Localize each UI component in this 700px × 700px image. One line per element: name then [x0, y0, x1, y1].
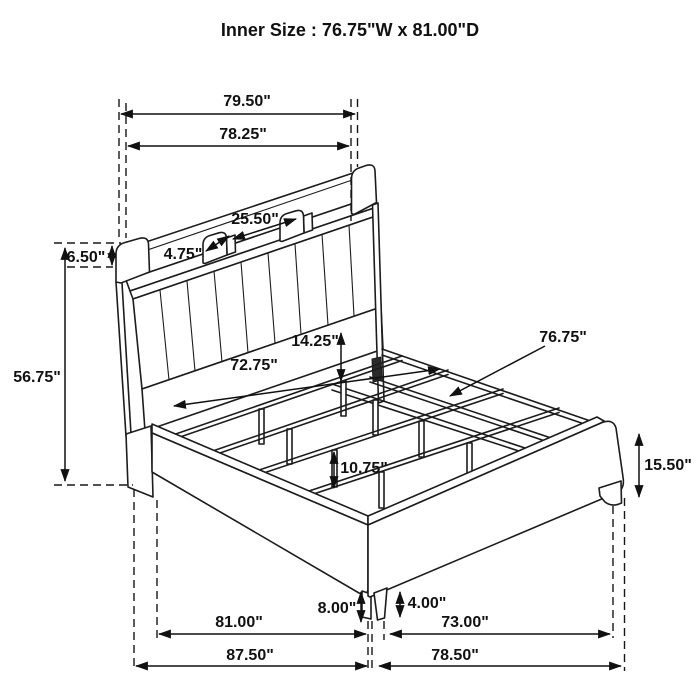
label-rail-drop: 14.25": [291, 333, 339, 350]
headboard-left-leg: [126, 426, 153, 497]
label-rail-clearance: 8.00": [317, 600, 357, 617]
label-divider-depth: 4.75": [163, 246, 203, 263]
label-footboard-outer: 78.50": [431, 647, 479, 664]
label-inner-width: 76.75": [539, 329, 587, 346]
footboard-front-face: [368, 421, 623, 597]
center-support-rails: [332, 377, 560, 456]
diagram-title: Inner Size : 76.75"W x 81.00"D: [220, 20, 480, 40]
label-headboard-rail-width: 72.75": [230, 357, 278, 374]
label-compartment-width: 25.50": [231, 211, 279, 228]
label-footboard-inner: 73.00": [441, 614, 489, 631]
label-inner-depth: 81.00": [215, 614, 263, 631]
footboard-near-foot: [374, 588, 387, 620]
label-shelf-height: 6.50": [66, 249, 106, 266]
label-overall-depth: 87.50": [226, 647, 274, 664]
label-slat-leg-height: 10.75": [340, 460, 388, 477]
label-top-outer: 79.50": [223, 93, 271, 110]
far-side-rail: [382, 349, 602, 425]
label-headboard-height: 56.75": [13, 369, 61, 386]
label-footboard-clearance: 4.00": [407, 595, 447, 612]
label-top-inner: 78.25": [219, 126, 267, 143]
label-footboard-height: 15.50": [644, 457, 692, 474]
